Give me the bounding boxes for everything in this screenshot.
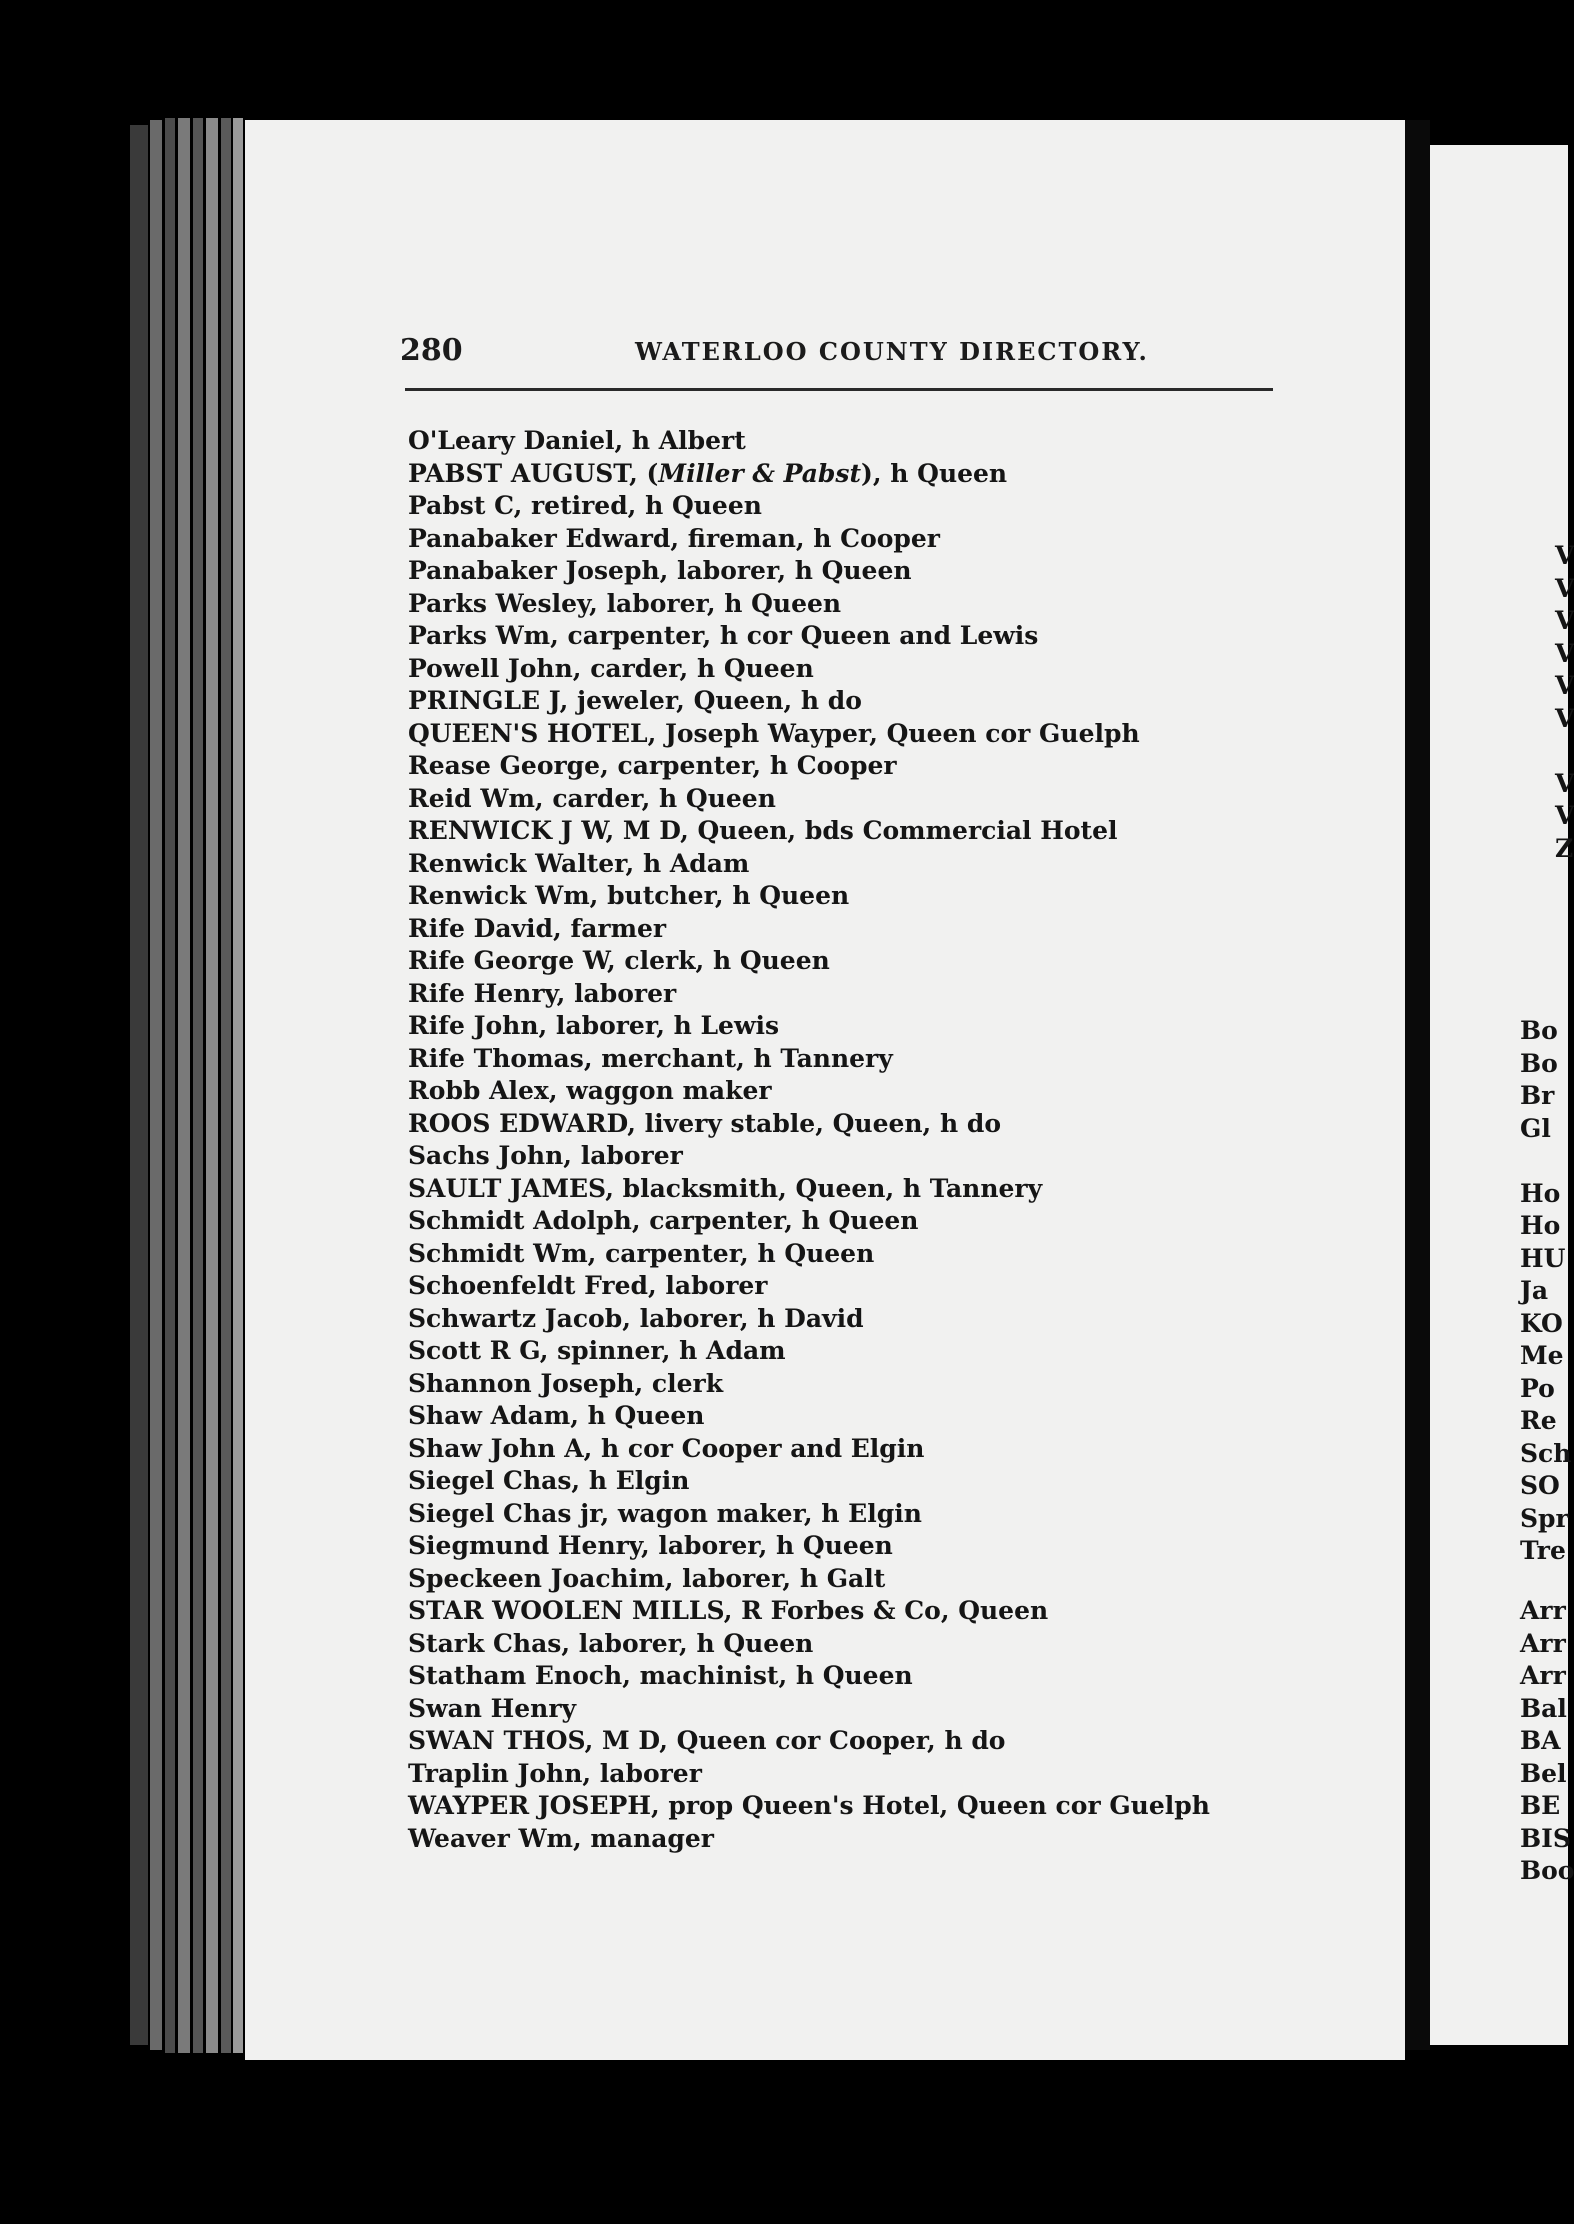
entry-name: Statham Enoch [408,1661,623,1690]
directory-entry [408,1498,1288,1531]
directory-entry [408,1563,1288,1596]
right-page-fragment: Z [1555,833,1574,863]
entry-name: Robb Alex [408,1076,549,1105]
directory-entry [408,1043,1288,1076]
entry-details: , h Adam [625,848,750,878]
entry-details: , h Albert [614,426,746,455]
right-page-fragment: V [1555,671,1574,700]
right-page-fragment: Bal [1520,1693,1567,1723]
entry-name: RENWICK J W, M D [408,816,681,845]
directory-entry [408,1823,1288,1856]
entry-details: , jeweler, Queen, h do [559,686,862,715]
right-page-fragment: Gl [1520,1113,1551,1143]
entry-details: , prop Queen's Hotel, Queen cor Guelph [650,1791,1210,1820]
entry-details: , carpenter, h cor Queen and Lewis [550,621,1039,650]
entry-name: Rife George W [408,946,608,975]
directory-entry [408,425,1288,458]
entry-details-prefix: , ( [629,458,659,488]
entry-details: , laborer, h Queen [640,1531,893,1560]
right-page-fragment: Re [1520,1406,1557,1435]
right-page-fragment: Po [1520,1373,1555,1403]
directory-entry [408,490,1288,523]
entry-name: PABST AUGUST [408,458,630,488]
right-page-fragment: Tre [1520,1536,1566,1565]
entry-details: , laborer [556,978,677,1008]
entry-details: , retired, h Queen [513,491,762,520]
right-page-fragments-middle [1520,1015,1572,1568]
entry-details: , carpenter, h Queen [631,1206,919,1235]
entry-details: , clerk, h Queen [607,946,830,975]
entry-name: Parks Wm [408,621,551,650]
right-page-fragment: V [1555,541,1574,570]
directory-entry [408,1205,1288,1238]
entry-name: SWAN THOS, M D [408,1726,660,1755]
directory-entry [408,1270,1288,1303]
entry-name: SAULT JAMES [408,1173,606,1203]
entry-details: , merchant, h Tannery [583,1043,893,1073]
right-page-fragment: Ho [1520,1211,1561,1240]
directory-entry [408,1725,1288,1758]
entry-details: , fireman, h Cooper [670,523,940,553]
directory-entry [408,1108,1288,1141]
entry-name: Rife Thomas [408,1043,584,1073]
entry-details: , livery stable, Queen, h do [627,1108,1001,1138]
entry-name: Schwartz Jacob [408,1303,623,1333]
right-page-fragments-upper [1555,540,1574,865]
entry-name: Rease George [408,751,601,780]
right-page-fragment: Arr [1520,1661,1566,1690]
entry-name: PRINGLE J [408,686,560,715]
right-page-fragment: Ho [1520,1178,1561,1208]
directory-entry [408,1790,1288,1823]
header-rule [405,388,1273,391]
directory-entry [408,913,1288,946]
right-page-fragment: BA [1520,1726,1561,1755]
entry-name: Stark Chas [408,1628,562,1658]
entry-details: , clerk [634,1368,724,1398]
directory-entry [408,1433,1288,1466]
entry-details: , laborer, h Galt [664,1563,886,1593]
directory-entry [408,1465,1288,1498]
entry-details: , farmer [553,913,667,943]
directory-entry [408,555,1288,588]
entry-details: , laborer [563,1141,683,1170]
entry-details: , laborer, h Lewis [538,1011,780,1040]
entry-name: Scott R G [408,1336,540,1365]
right-page-fragment: Ja [1520,1276,1549,1305]
right-page-fragment: BE [1520,1791,1561,1820]
directory-entry [408,523,1288,556]
entry-name: Speckeen Joachim [408,1563,665,1593]
entry-details: , spinner, h Adam [539,1336,786,1365]
directory-entry [408,815,1288,848]
directory-entry [408,1595,1288,1628]
entry-details: , laborer, h Queen [589,588,842,618]
entry-name: Traplin John [408,1758,583,1788]
entry-name: WAYPER JOSEPH [408,1791,651,1820]
entry-name: Rife David [408,913,554,943]
directory-entries [408,425,1288,1855]
right-page-fragment: V [1555,801,1574,830]
directory-entry [408,880,1288,913]
right-page-fragment: Me [1520,1341,1564,1370]
directory-entry [408,718,1288,751]
right-page-fragment: V [1555,573,1574,603]
directory-entry [408,1628,1288,1661]
entry-business: Miller & Pabst [658,458,862,488]
entry-name: O'Leary Daniel [408,426,615,455]
directory-entry [408,458,1288,491]
entry-details: , butcher, h Queen [589,881,850,910]
right-page-fragment: Arr [1520,1628,1566,1658]
entry-name: ROOS EDWARD [408,1108,628,1138]
right-page-fragment: Br [1520,1081,1555,1110]
entry-name: Shaw John A [408,1433,584,1463]
entry-details: , laborer, h David [622,1303,864,1333]
directory-entry [408,945,1288,978]
directory-entry [408,1660,1288,1693]
entry-name: Swan Henry [408,1693,577,1723]
directory-entry [408,588,1288,621]
directory-entry [408,1693,1288,1726]
entry-details: , wagon maker, h Elgin [600,1498,922,1528]
directory-entry [408,1173,1288,1206]
entry-details: , R Forbes & Co, Queen [723,1596,1049,1625]
right-page-fragment: Sch [1520,1438,1572,1468]
entry-details: , laborer, h Queen [659,556,912,585]
directory-entry [408,1335,1288,1368]
entry-name: Siegel Chas [408,1466,572,1495]
running-title: WATERLOO COUNTY DIRECTORY. [635,337,1149,366]
entry-details: , laborer, h Queen [561,1628,814,1658]
right-page-fragment: Spr [1520,1503,1569,1533]
entry-details: , waggon maker [548,1076,772,1105]
directory-entry [408,1400,1288,1433]
entry-name: Schmidt Adolph [408,1206,632,1235]
directory-entry [408,653,1288,686]
entry-details: , carder, h Queen [572,653,814,683]
right-page-fragment: Bel [1520,1758,1567,1788]
entry-name: Siegmund Henry [408,1531,641,1560]
right-page-fragment: V [1555,768,1574,798]
right-page-fragment: Bo [1520,1016,1558,1045]
directory-entry [408,685,1288,718]
entry-name: Schoenfeldt Fred [408,1271,648,1300]
entry-details: , h Queen [570,1401,705,1430]
entry-name: QUEEN'S HOTEL [408,718,648,748]
entry-details: , Queen cor Cooper, h do [659,1726,1006,1755]
right-page-fragment: V [1555,606,1574,635]
entry-details: , laborer [647,1271,768,1300]
entry-details: , h cor Cooper and Elgin [583,1433,925,1463]
entry-name: Schmidt Wm [408,1238,588,1268]
directory-entry [408,848,1288,881]
entry-name: Parks Wesley [408,588,590,618]
entry-details: , carder, h Queen [534,783,776,813]
page-header [400,333,1280,373]
entry-details: , Joseph Wayper, Queen cor Guelph [647,718,1140,748]
entry-name: Pabst C [408,491,514,520]
entry-name: Rife Henry [408,978,557,1008]
entry-details: , laborer [582,1758,702,1788]
entry-name: Shaw Adam [408,1401,571,1430]
right-page-fragment [1520,1145,1568,1178]
entry-details: , carpenter, h Queen [587,1238,875,1268]
right-page-fragment: Bo [1520,1048,1558,1078]
entry-name: STAR WOOLEN MILLS [408,1596,724,1625]
right-page-fragment: SO [1520,1471,1560,1500]
directory-entry [408,978,1288,1011]
entry-name: Reid Wm [408,783,535,813]
entry-name: Renwick Wm [408,881,590,910]
entry-name: Sachs John [408,1141,564,1170]
entry-details: , machinist, h Queen [622,1661,913,1690]
entry-details: , carpenter, h Cooper [600,751,897,780]
directory-entry [408,1303,1288,1336]
directory-entry [408,750,1288,783]
directory-entry [408,1010,1288,1043]
directory-entry [408,1238,1288,1271]
right-page-fragment: BIS [1520,1823,1571,1853]
directory-entry [408,1530,1288,1563]
directory-entry [408,620,1288,653]
right-page-fragment [1555,735,1574,768]
directory-entry [408,1075,1288,1108]
right-page-fragments-lower [1520,1595,1574,1888]
entry-details: , manager [572,1823,714,1853]
right-page-fragment: Boo [1520,1856,1574,1885]
right-page-fragment: Arr [1520,1596,1566,1625]
right-page-fragment: KO [1520,1308,1563,1338]
right-page-fragment: V [1555,638,1574,668]
entry-name: Powell John [408,653,573,683]
entry-name: Rife John [408,1011,539,1040]
entry-details: , h Elgin [571,1466,690,1495]
right-page-fragment: V [1555,703,1574,733]
entry-name: Shannon Joseph [408,1368,635,1398]
right-page-fragment: HU [1520,1243,1566,1273]
entry-name: Siegel Chas jr [408,1498,601,1528]
directory-entry [408,1140,1288,1173]
directory-entry [408,783,1288,816]
directory-entry [408,1368,1288,1401]
entry-name: Panabaker Joseph [408,556,660,585]
directory-entry [408,1758,1288,1791]
entry-name: Weaver Wm [408,1823,573,1853]
page-number: 280 [400,333,463,368]
entry-details: , blacksmith, Queen, h Tannery [605,1173,1043,1203]
entry-name: Panabaker Edward [408,523,671,553]
entry-details: , Queen, bds Commercial Hotel [680,816,1118,845]
entry-details: ), h Queen [861,458,1008,488]
entry-name: Renwick Walter [408,848,626,878]
